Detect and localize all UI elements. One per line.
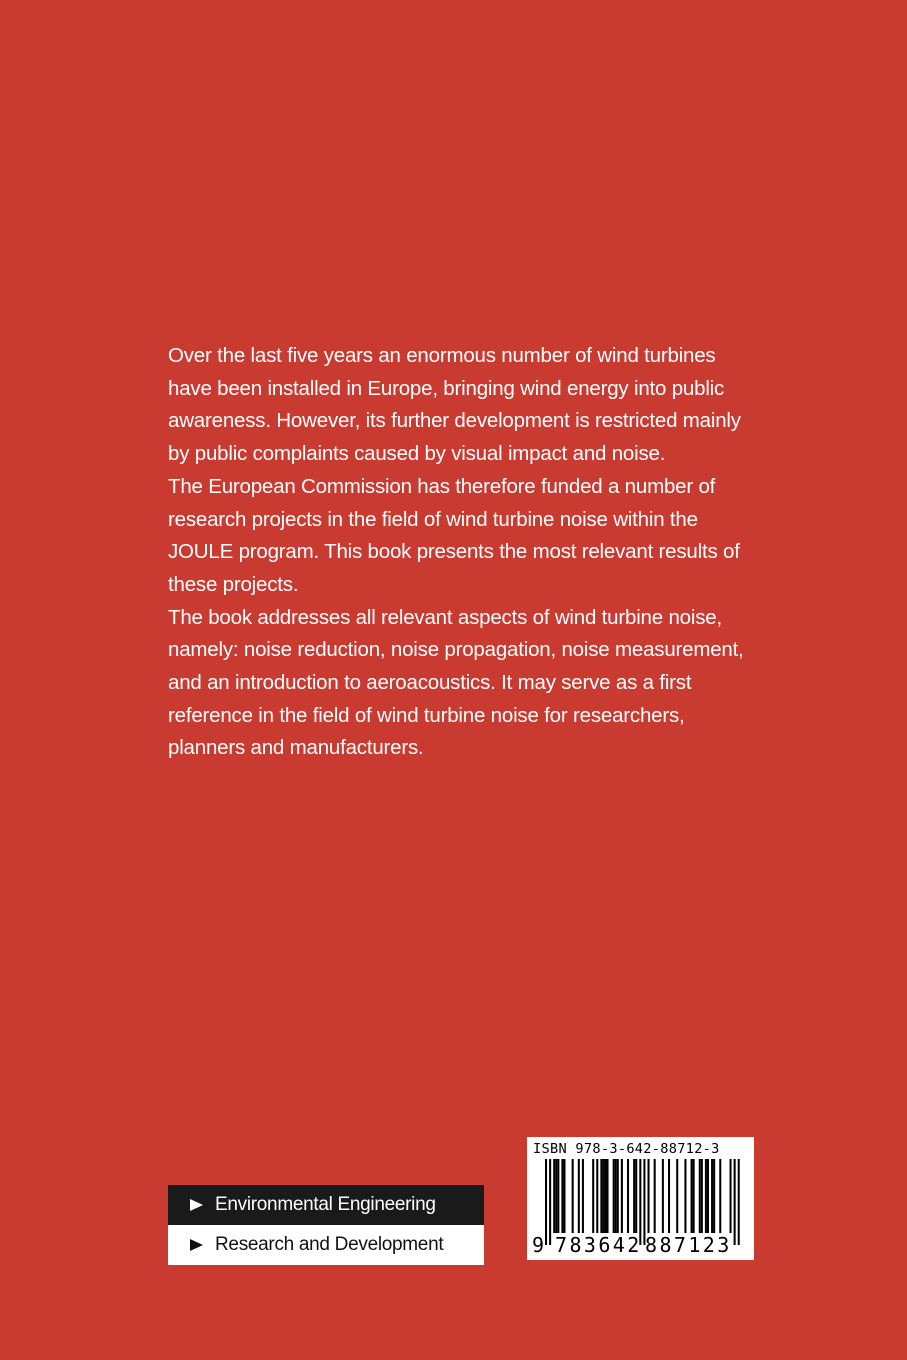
barcode-bar (572, 1159, 574, 1233)
barcode-bar (738, 1159, 740, 1245)
barcode-bar (707, 1159, 709, 1233)
barcode-left-digits: 783642 (555, 1233, 642, 1257)
barcode-bar (734, 1159, 736, 1245)
triangle-bullet-icon (190, 1199, 203, 1211)
barcode-bar (545, 1159, 547, 1245)
blurb-line: by public complaints caused by visual impact and noise. (168, 442, 666, 466)
blurb-line: Over the last five years an enormous number of wind turbines (168, 344, 716, 367)
barcode-bar (713, 1159, 715, 1233)
barcode-bar (602, 1159, 604, 1233)
triangle-bullet-icon (190, 1239, 203, 1251)
back-cover-blurb (168, 340, 768, 765)
barcode-bar (553, 1159, 555, 1233)
barcode-bar (600, 1159, 602, 1233)
blurb-line: namely: noise reduction, noise propagation, noise measurement, (168, 638, 744, 662)
isbn-label: ISBN 978-3-642-88712-3 (533, 1141, 720, 1157)
barcode-bar (711, 1159, 713, 1233)
blurb-line: these projects. (168, 572, 299, 596)
barcode-bar (633, 1159, 635, 1233)
barcode-bar (592, 1159, 594, 1233)
isbn-barcode (527, 1137, 754, 1260)
blurb-line: The book addresses all relevant aspects of wind turbine noise, (168, 605, 722, 629)
barcode-bar (621, 1159, 623, 1233)
barcode-bar (627, 1159, 629, 1233)
barcode-bar (578, 1159, 580, 1233)
barcode-bar (615, 1159, 617, 1233)
barcode-bar (549, 1159, 551, 1245)
barcode-bar (557, 1159, 559, 1233)
barcode-bar (582, 1159, 584, 1233)
barcode-bar (654, 1159, 656, 1233)
barcode-lead-digit: 9 (532, 1233, 545, 1257)
barcode-bar (613, 1159, 615, 1233)
barcode-bar (693, 1159, 695, 1233)
blurb-line: JOULE program. This book presents the most relevant results of (168, 540, 740, 564)
barcode-bar (563, 1159, 565, 1233)
category-label: Research and Development (215, 1234, 444, 1255)
barcode-bar (617, 1159, 619, 1233)
blurb-line: reference in the field of wind turbine noise for researchers, (168, 703, 685, 727)
barcode-bar (662, 1159, 664, 1233)
barcode-bar (730, 1159, 732, 1233)
barcode-bar (699, 1159, 701, 1233)
barcode-bar (561, 1159, 563, 1233)
barcode-bar (719, 1159, 721, 1233)
blurb-line: The European Commission has therefore funded a number of (168, 474, 716, 498)
category-tag-environmental (168, 1185, 484, 1225)
barcode-bar (691, 1159, 693, 1233)
blurb-line: planners and manufacturers. (168, 736, 424, 760)
blurb-line: research projects in the field of wind turbine noise within the (168, 507, 698, 531)
barcode-bar (676, 1159, 678, 1233)
barcode-bar (635, 1159, 637, 1233)
barcode-bar (604, 1159, 606, 1233)
barcode-bar (607, 1159, 609, 1233)
barcode-bar (684, 1159, 686, 1233)
blurb-line: awareness. However, its further development is restricted mainly (168, 409, 741, 433)
barcode-bar (555, 1159, 557, 1233)
category-tag-research (168, 1225, 484, 1265)
blurb-line: have been installed in Europe, bringing wind energy into public (168, 376, 725, 400)
barcode-bar (705, 1159, 707, 1233)
barcode-bar (701, 1159, 703, 1233)
barcode-bar (668, 1159, 670, 1233)
category-label: Environmental Engineering (215, 1194, 436, 1215)
barcode-bar (648, 1159, 650, 1233)
blurb-line: and an introduction to aeroacoustics. It may serve as a first (168, 671, 692, 695)
barcode-bar (596, 1159, 598, 1233)
barcode-right-digits: 887123 (645, 1233, 732, 1257)
